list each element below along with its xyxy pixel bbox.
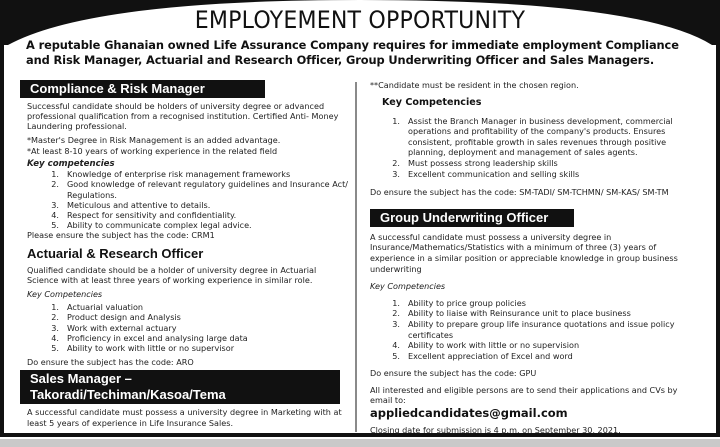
compliance-competencies-label: Key competencies bbox=[27, 159, 115, 170]
item-number: 2. bbox=[51, 312, 59, 323]
compliance-section bbox=[20, 78, 350, 241]
list-item bbox=[386, 319, 700, 340]
item-number: 3. bbox=[51, 199, 59, 210]
compliance-code-line: Please ensure the subject has the code: CRM1 bbox=[27, 230, 215, 241]
application-section bbox=[370, 385, 700, 436]
item-number: 2. bbox=[51, 179, 59, 190]
actuarial-heading: Actuarial & Research Officer bbox=[27, 245, 204, 261]
item-number: 5. bbox=[51, 220, 59, 231]
actuarial-competencies-label: Key Competencies bbox=[27, 289, 103, 300]
list-item bbox=[45, 169, 350, 179]
list-item bbox=[386, 351, 700, 362]
left-column bbox=[20, 78, 350, 428]
item-text: Must possess strong leadership skills bbox=[408, 157, 558, 168]
underwriting-heading: Group Underwriting Officer bbox=[370, 209, 574, 227]
sales-description: A successful candidate must possess a university degree in Marketing with at least 5 years of experience in Life Insurance Sales. bbox=[27, 407, 342, 428]
list-item bbox=[45, 302, 350, 312]
actuarial-section bbox=[20, 246, 350, 368]
item-text: Excellent communication and selling skills bbox=[408, 168, 580, 179]
item-text: Excellent appreciation of Excel and word bbox=[408, 350, 573, 361]
list-item bbox=[386, 308, 700, 319]
compliance-note-masters: *Master's Degree in Risk Management is an added advantage. bbox=[27, 134, 281, 145]
list-item bbox=[45, 323, 350, 333]
list-item bbox=[45, 210, 350, 220]
application-instructions: All interested and eligible persons are to send their applications and CVs by email to: bbox=[370, 384, 678, 406]
actuarial-code-line: Do ensure the subject has the code: ARO bbox=[27, 357, 194, 368]
item-text: Work with external actuary bbox=[67, 322, 177, 333]
item-text: Product design and Analysis bbox=[67, 312, 181, 323]
sales-resident-note: **Candidate must be resident in the chosen region. bbox=[370, 80, 579, 90]
list-item bbox=[45, 200, 350, 210]
item-text: Assist the Branch Manager in business development, commercial operations and profitability of the company's products. Ensures consistent, profitable growth in sales revenues through positive planning, deployment and management of sales agents. bbox=[408, 115, 673, 158]
right-column bbox=[370, 80, 700, 436]
item-number: 1. bbox=[51, 169, 59, 180]
item-text: Knowledge of enterprise risk management frameworks bbox=[67, 169, 291, 180]
item-text: Ability to work with little or no supervisor bbox=[67, 343, 235, 354]
sales-section bbox=[20, 370, 350, 427]
item-text: Respect for sensitivity and confidentiality. bbox=[67, 210, 237, 221]
list-item bbox=[45, 179, 350, 199]
item-text: Actuarial valuation bbox=[67, 302, 144, 313]
underwriting-competencies-label: Key Competencies bbox=[370, 281, 446, 292]
item-text: Ability to communicate complex legal advice. bbox=[67, 220, 252, 231]
compliance-competencies-list bbox=[20, 169, 350, 230]
application-email-link[interactable]: appliedcandidates@gmail.com bbox=[370, 406, 568, 421]
item-number: 2. bbox=[392, 157, 400, 168]
item-text: Ability to work with little or no supervision bbox=[408, 340, 580, 351]
item-number: 4. bbox=[51, 332, 59, 343]
item-number: 1. bbox=[392, 115, 400, 126]
underwriting-description: A successful candidate must possess a university degree in Insurance/Mathematics/Statistics with a minimum of three (3) years of experience in a similar position or appreciable knowledge in group business underwriting bbox=[370, 231, 678, 274]
compliance-heading: Compliance & Risk Manager bbox=[20, 80, 265, 98]
list-item bbox=[45, 333, 350, 343]
underwriting-competencies-list bbox=[370, 298, 700, 362]
item-number: 3. bbox=[392, 168, 400, 179]
item-number: 3. bbox=[392, 318, 400, 329]
item-text: Meticulous and attentive to details. bbox=[67, 199, 211, 210]
underwriting-section bbox=[370, 207, 700, 379]
list-item bbox=[45, 312, 350, 322]
item-text: Ability to liaise with Reinsurance unit to place business bbox=[408, 308, 631, 319]
closing-date: Closing date for submission is 4 p.m. on September 30, 2021. bbox=[370, 425, 621, 436]
list-item bbox=[45, 220, 350, 230]
item-number: 1. bbox=[392, 297, 400, 308]
underwriting-code-line: Do ensure the subject has the code: GPU bbox=[370, 368, 537, 379]
item-text: Good knowledge of relevant regulatory guidelines and Insurance Act/ Regulations. bbox=[67, 179, 348, 200]
compliance-description: Successful candidate should be holders of university degree or advanced professional qualification from a recognised institution. Certified Anti- Money Laundering professional. bbox=[27, 101, 339, 132]
list-item bbox=[45, 343, 350, 353]
list-item bbox=[386, 158, 700, 169]
item-number: 2. bbox=[392, 308, 400, 319]
item-number: 5. bbox=[392, 350, 400, 361]
sales-heading: Sales Manager – Takoradi/Techiman/Kasoa/Tema bbox=[20, 370, 340, 404]
actuarial-description: Qualified candidate should be a holder of university degree in Actuarial Science with at least three years of working experience in similar role. bbox=[27, 264, 317, 285]
sales-code-line: Do ensure the subject has the code: SM-TADI/ SM-TCHMN/ SM-KAS/ SM-TM bbox=[370, 187, 669, 198]
item-text: Ability to prepare group life insurance quotations and issue policy certificates bbox=[408, 318, 675, 340]
list-item bbox=[386, 298, 700, 309]
item-text: Ability to price group policies bbox=[408, 297, 526, 308]
sales-competencies-label: Key Competencies bbox=[382, 96, 482, 108]
item-number: 4. bbox=[392, 340, 400, 351]
bottom-strip bbox=[0, 439, 720, 447]
intro-paragraph: A reputable Ghanaian owned Life Assurance Company requires for immediate employment Compliance and Risk Manager, Actuarial and Research Officer, Group Underwriting Officer and Sales Managers. bbox=[26, 38, 679, 67]
list-item bbox=[386, 116, 700, 158]
compliance-note-experience: *At least 8-10 years of working experience in the related field bbox=[27, 145, 278, 156]
column-divider bbox=[355, 82, 357, 432]
actuarial-competencies-list bbox=[20, 302, 350, 353]
item-number: 1. bbox=[51, 302, 59, 313]
item-number: 3. bbox=[51, 322, 59, 333]
item-text: Proficiency in excel and analysing large data bbox=[67, 332, 248, 343]
item-number: 5. bbox=[51, 343, 59, 354]
item-number: 4. bbox=[51, 210, 59, 221]
list-item bbox=[386, 169, 700, 180]
sales-competencies-list bbox=[370, 116, 700, 180]
page-title: EMPLOYEMENT OPPORTUNITY bbox=[194, 6, 526, 34]
list-item bbox=[386, 340, 700, 351]
